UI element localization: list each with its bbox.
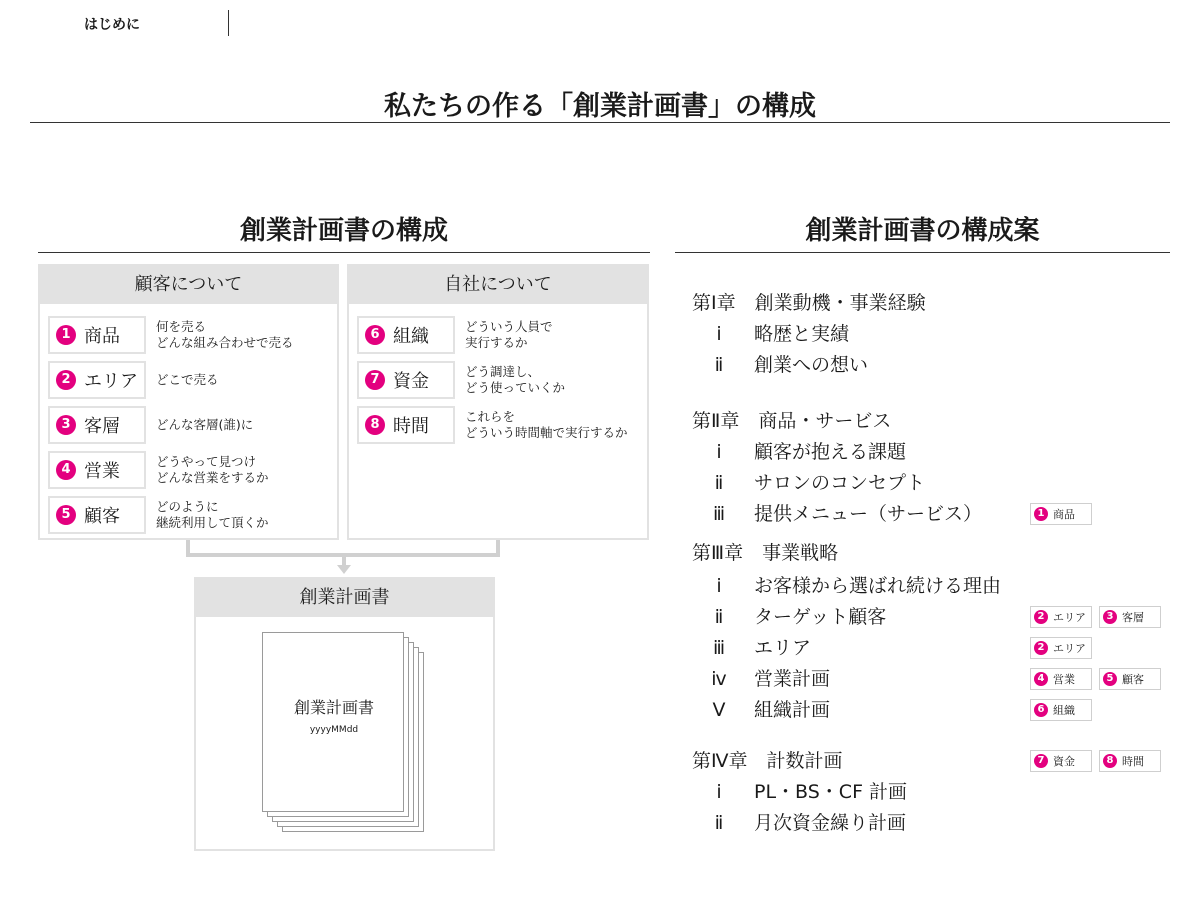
chapter-heading: 第Ⅰ章 創業動機・事業経験 (692, 292, 926, 314)
item-label: 営業 (84, 461, 120, 482)
outline-item (692, 350, 868, 377)
number-badge: 6 (365, 325, 385, 345)
badge-label: 資金 (1053, 755, 1075, 768)
outline-item (692, 437, 906, 464)
company-panel-heading: 自社について (349, 266, 647, 304)
outline-item (692, 777, 907, 804)
outline-item-text: 顧客が抱える課題 (754, 441, 907, 463)
outline-item-text: 月次資金繰り計画 (754, 812, 907, 834)
reference-badge (1030, 668, 1092, 690)
item-description: どういう人員で 実行するか (465, 319, 553, 350)
roman-numeral: ⅱ (714, 354, 724, 376)
right-section-title: 創業計画書の構成案 (805, 216, 1040, 246)
chapter-heading: 第Ⅱ章 商品・サービス (692, 410, 892, 432)
item-label: 顧客 (84, 506, 120, 527)
badge-label: 組織 (1053, 704, 1075, 717)
item-row (48, 406, 253, 444)
item-description: どんな客層(誰)に (156, 417, 254, 432)
customer-panel (38, 264, 339, 540)
outline-item-text: PL・BS・CF 計画 (754, 781, 908, 803)
item-row (357, 361, 565, 399)
reference-badge (1099, 668, 1161, 690)
item-description: どうやって見つけ どんな営業をするか (156, 454, 269, 485)
item-box (357, 316, 455, 354)
number-badge: 6 (1034, 703, 1048, 717)
item-box (357, 406, 455, 444)
roman-numeral: ⅱ (714, 472, 724, 494)
item-label: 客層 (84, 416, 120, 437)
outline-item (692, 808, 906, 835)
outline-item-text: 創業への想い (754, 354, 869, 376)
outline-item-text: サロンのコンセプト (754, 472, 926, 494)
roman-numeral: ⅰ (716, 323, 722, 345)
customer-panel-heading: 顧客について (40, 266, 337, 304)
roman-numeral: ⅲ (712, 637, 726, 659)
connector-arrowhead (337, 565, 351, 574)
number-badge: 5 (1103, 672, 1117, 686)
item-row (357, 406, 628, 444)
chapter-heading: 第Ⅲ章 事業戦略 (692, 542, 839, 564)
number-badge: 2 (1034, 641, 1048, 655)
outline-item (692, 319, 849, 346)
reference-badge (1099, 750, 1161, 772)
item-label: 組織 (393, 326, 429, 347)
outline-item (692, 633, 811, 660)
plan-panel-heading: 創業計画書 (196, 579, 493, 617)
reference-badge (1030, 699, 1092, 721)
number-badge: 2 (56, 370, 76, 390)
outline-item (692, 664, 830, 691)
outline-item-text: ターゲット顧客 (754, 606, 887, 628)
item-row (48, 361, 219, 399)
item-label: エリア (84, 371, 138, 392)
number-badge: 8 (1103, 754, 1117, 768)
chapter-heading: 第Ⅳ章 計数計画 (692, 750, 843, 772)
badge-label: 顧客 (1122, 673, 1144, 686)
doc-date: yyyyMMdd (309, 725, 359, 735)
number-badge: 4 (56, 460, 76, 480)
item-box (357, 361, 455, 399)
reference-badge (1099, 606, 1161, 628)
outline-item-text: エリア (754, 637, 812, 659)
item-box (48, 451, 146, 489)
item-row (48, 496, 269, 534)
badge-label: 商品 (1053, 508, 1075, 521)
roman-numeral: ⅱ (714, 606, 724, 628)
item-description: これらを どういう時間軸で実行するか (465, 409, 628, 440)
number-badge: 3 (56, 415, 76, 435)
number-badge: 4 (1034, 672, 1048, 686)
roman-numeral: ⅰ (716, 575, 722, 597)
doc-title: 創業計画書 (293, 698, 374, 717)
number-badge: 1 (1034, 507, 1048, 521)
outline-item-text: 提供メニュー（サービス） (754, 503, 983, 525)
reference-badge (1030, 503, 1092, 525)
item-label: 商品 (84, 326, 120, 347)
outline-item (692, 602, 886, 629)
badge-label: エリア (1053, 611, 1086, 624)
outline-item-text: 組織計画 (754, 699, 831, 721)
outline-item-text: 略歴と実績 (754, 323, 850, 345)
roman-numeral: ⅰ (716, 441, 722, 463)
item-description: 何を売る どんな組み合わせで売る (156, 319, 294, 350)
page-title: 私たちの作る「創業計画書」の構成 (384, 91, 816, 122)
company-panel (347, 264, 649, 540)
number-badge: 5 (56, 505, 76, 525)
reference-badge (1030, 750, 1092, 772)
number-badge: 8 (365, 415, 385, 435)
number-badge: 1 (56, 325, 76, 345)
item-row (48, 316, 294, 354)
item-description: どう調達し、 どう使っていくか (465, 364, 566, 395)
section-tag: はじめに (84, 17, 140, 33)
badge-label: 時間 (1122, 755, 1144, 768)
badge-label: エリア (1053, 642, 1086, 655)
reference-badge (1030, 606, 1092, 628)
item-box (48, 316, 146, 354)
reference-badge (1030, 637, 1092, 659)
number-badge: 3 (1103, 610, 1117, 624)
item-description: どこで売る (156, 372, 219, 387)
outline-item (692, 468, 925, 495)
connector-down (342, 555, 346, 565)
item-label: 時間 (393, 416, 429, 437)
outline-item (692, 499, 982, 526)
number-badge: 7 (365, 370, 385, 390)
title-rule (30, 122, 1170, 123)
roman-numeral: Ⅴ (712, 699, 726, 721)
roman-numeral: ⅰ (716, 781, 722, 803)
item-box (48, 406, 146, 444)
outline-item-text: お客様から選ばれ続ける理由 (754, 575, 1002, 597)
outline-item-text: 営業計画 (754, 668, 831, 690)
item-box (48, 496, 146, 534)
badge-label: 営業 (1053, 673, 1075, 686)
left-section-rule (38, 252, 650, 253)
number-badge: 7 (1034, 754, 1048, 768)
right-section-rule (675, 252, 1170, 253)
item-box (48, 361, 146, 399)
item-row (48, 451, 269, 489)
header-divider (228, 10, 229, 36)
roman-numeral: ⅱ (714, 812, 724, 834)
roman-numeral: ⅳ (711, 668, 727, 690)
badge-label: 客層 (1122, 611, 1144, 624)
number-badge: 2 (1034, 610, 1048, 624)
item-description: どのように 継続利用して頂くか (156, 499, 269, 530)
item-label: 資金 (393, 371, 429, 392)
outline-item (692, 571, 1001, 598)
item-row (357, 316, 553, 354)
outline-item (692, 695, 830, 722)
left-section-title: 創業計画書の構成 (239, 216, 448, 246)
roman-numeral: ⅲ (712, 503, 726, 525)
doc-sheet-front (262, 632, 404, 812)
